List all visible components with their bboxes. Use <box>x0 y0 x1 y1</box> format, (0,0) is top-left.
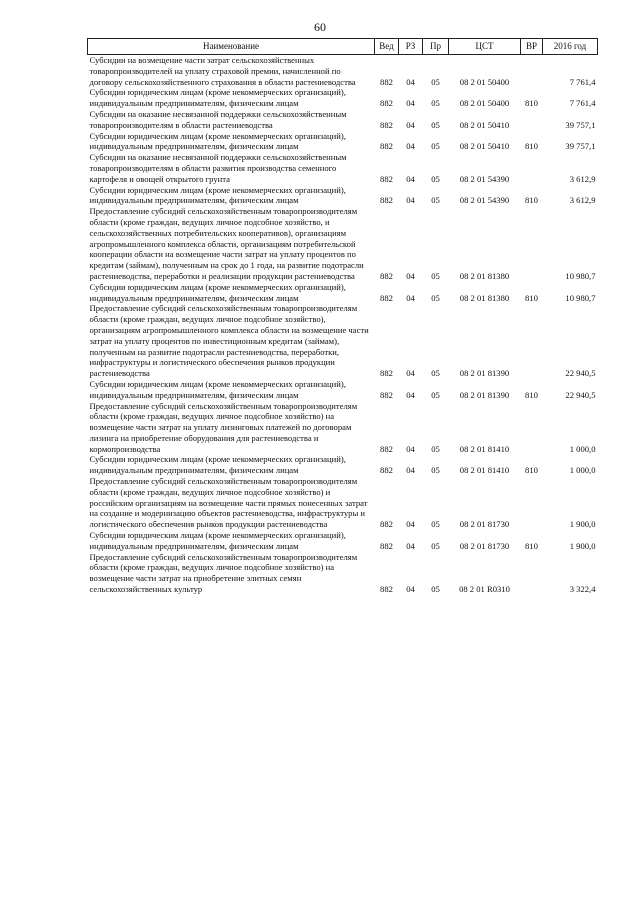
column-header-rz: РЗ <box>399 39 423 55</box>
cell-pr: 05 <box>431 98 440 109</box>
cell-rz: 04 <box>406 195 415 206</box>
cell-vr <box>521 109 543 131</box>
table-row <box>88 55 598 88</box>
cell-name: Субсидии на оказание несвязанной поддержки сельскохозяйственным товаропроизводителям в области растениеводства <box>89 108 347 130</box>
cell-rz: 04 <box>406 292 415 303</box>
cell-ved: 882 <box>380 270 393 281</box>
cell-pr: 05 <box>431 540 440 551</box>
cell-vr <box>521 476 543 530</box>
cell-amount: 3 612,9 <box>569 173 596 184</box>
column-header-year: 2016 год <box>543 39 598 55</box>
table-row <box>88 476 598 530</box>
cell-amount: 10 980,7 <box>565 270 596 281</box>
cell-name: Предоставление субсидий сельскохозяйственным товаропроизводителям области (кроме граждан, ведущих личное подсобное хозяйство, и сельскохозяйственных потребительских кооперативов), организациям агропромышленного комплекса области, организациям потребительской кооперации области на возмещение части затрат на уплату процентов по кредитам (займам), полученным на срок до 1 года, на развитие подотрасли растениеводства, переработки и реализации продукции растениеводства <box>89 206 364 281</box>
cell-amount: 3 612,9 <box>569 195 596 206</box>
cell-cst: 08 2 01 81730 <box>459 540 510 551</box>
table-row <box>88 131 598 153</box>
cell-amount: 39 757,1 <box>565 141 596 152</box>
cell-ved: 882 <box>380 389 393 400</box>
column-header-cst: ЦСТ <box>449 39 521 55</box>
cell-vr: 810 <box>525 540 538 551</box>
cell-name: Субсидии юридическим лицам (кроме некоммерческих организаций), индивидуальным предпринимателям, физическим лицам <box>89 530 346 551</box>
cell-amount: 39 757,1 <box>565 119 596 130</box>
cell-rz: 04 <box>406 270 415 281</box>
cell-rz: 04 <box>406 76 415 87</box>
cell-pr: 05 <box>431 443 440 454</box>
cell-cst: 08 2 01 50410 <box>459 141 510 152</box>
cell-vr: 810 <box>525 292 538 303</box>
cell-amount: 22 940,5 <box>565 368 596 379</box>
table-row <box>88 454 598 476</box>
cell-pr: 05 <box>431 141 440 152</box>
column-header-name: Наименование <box>88 39 375 55</box>
table-row <box>88 552 598 595</box>
cell-cst: 08 2 01 50400 <box>459 98 510 109</box>
cell-pr: 05 <box>431 195 440 206</box>
table-row <box>88 401 598 455</box>
cell-ved: 882 <box>380 443 393 454</box>
cell-cst: 08 2 01 54390 <box>459 173 510 184</box>
cell-pr: 05 <box>431 119 440 130</box>
cell-ved: 882 <box>380 173 393 184</box>
table-header-row <box>88 39 598 55</box>
cell-amount: 3 322,4 <box>569 584 596 595</box>
cell-name: Субсидии на возмещение части затрат сельскохозяйственных товаропроизводителей на уплату страховой премии, начисленной по договору сельскохозяйственного страхования в области растениеводства <box>89 55 356 87</box>
cell-pr: 05 <box>431 173 440 184</box>
cell-rz: 04 <box>406 584 415 595</box>
cell-name: Предоставление субсидий сельскохозяйственным товаропроизводителям области (кроме граждан, ведущих личное подсобное хозяйство) на возмещение части затрат на приобретение элитных семян сельскохозяйственных культур <box>89 551 358 595</box>
cell-vr: 810 <box>525 465 538 476</box>
table-row <box>88 530 598 552</box>
cell-name: Субсидии юридическим лицам (кроме некоммерческих организаций), индивидуальным предпринимателям, физическим лицам <box>89 378 346 400</box>
table-row <box>88 282 598 304</box>
cell-name: Предоставление субсидий сельскохозяйственным товаропроизводителям области (кроме граждан, ведущих личное подсобное хозяйство), организациям агропромышленного комплекса области на возмещение части затрат на уплату процентов по инвестиционным кредитам (займам), полученным на развитие подотрасли растениеводства, переработки, инфраструктуры и логистического обеспечения рынков продукции растениеводства <box>89 303 369 379</box>
cell-amount: 10 980,7 <box>565 292 596 303</box>
cell-amount: 1 000,0 <box>569 465 596 476</box>
cell-cst: 08 2 01 81390 <box>459 368 510 379</box>
cell-amount: 1 900,0 <box>569 540 596 551</box>
cell-vr <box>521 303 543 379</box>
table-row <box>88 152 598 184</box>
page-number: 60 <box>314 20 326 34</box>
cell-ved: 882 <box>380 465 393 476</box>
cell-rz: 04 <box>406 368 415 379</box>
cell-ved: 882 <box>380 76 393 87</box>
cell-cst: 08 2 01 81410 <box>459 465 510 476</box>
cell-cst: 08 2 01 81410 <box>459 443 510 454</box>
cell-rz: 04 <box>406 540 415 551</box>
cell-cst: 08 2 01 81380 <box>459 292 510 303</box>
cell-ved: 882 <box>380 540 393 551</box>
cell-rz: 04 <box>406 98 415 109</box>
cell-pr: 05 <box>431 389 440 400</box>
cell-rz: 04 <box>406 519 415 530</box>
cell-rz: 04 <box>406 119 415 130</box>
cell-ved: 882 <box>380 519 393 530</box>
table-row <box>88 87 598 109</box>
cell-ved: 882 <box>380 584 393 595</box>
cell-name: Предоставление субсидий сельскохозяйственным товаропроизводителям области (кроме граждан, ведущих личное подсобное хозяйство) и российским организациям на возмещение части прямых понесенных затрат на создание и модернизацию объектов растениеводства, инфраструктуры и логистического обеспечения рынков продукции растениеводства <box>89 476 368 530</box>
table-row <box>88 109 598 131</box>
cell-amount: 7 761,4 <box>569 98 596 109</box>
cell-rz: 04 <box>406 465 415 476</box>
cell-name: Субсидии на оказание несвязанной поддержки сельскохозяйственным товаропроизводителям в области развития производства семенного картофеля и овощей открытого грунта <box>89 152 347 184</box>
cell-pr: 05 <box>431 270 440 281</box>
cell-amount: 1 000,0 <box>569 443 596 454</box>
cell-vr: 810 <box>525 98 538 109</box>
cell-cst: 08 2 01 54390 <box>459 195 510 206</box>
cell-amount: 1 900,0 <box>569 519 596 530</box>
cell-ved: 882 <box>380 368 393 379</box>
cell-rz: 04 <box>406 389 415 400</box>
cell-cst: 08 2 01 R0310 <box>459 584 510 595</box>
cell-vr: 810 <box>525 141 538 152</box>
cell-rz: 04 <box>406 443 415 454</box>
cell-name: Субсидии юридическим лицам (кроме некоммерческих организаций), индивидуальным предпринимателям, физическим лицам <box>89 454 346 476</box>
column-header-vr: ВР <box>521 39 543 55</box>
table-row <box>88 185 598 207</box>
cell-rz: 04 <box>406 173 415 184</box>
cell-ved: 882 <box>380 98 393 109</box>
column-header-pr: Пр <box>423 39 449 55</box>
cell-ved: 882 <box>380 141 393 152</box>
cell-cst: 08 2 01 81730 <box>459 519 510 530</box>
cell-name: Субсидии юридическим лицам (кроме некоммерческих организаций), индивидуальным предпринимателям, физическим лицам <box>89 87 346 109</box>
table-row <box>88 206 598 282</box>
cell-amount: 7 761,4 <box>569 76 596 87</box>
cell-ved: 882 <box>380 119 393 130</box>
table-row <box>88 379 598 401</box>
cell-amount: 22 940,5 <box>565 389 596 400</box>
cell-vr <box>521 552 543 595</box>
cell-pr: 05 <box>431 292 440 303</box>
cell-rz: 04 <box>406 141 415 152</box>
budget-table <box>87 38 598 595</box>
table-row <box>88 303 598 379</box>
cell-name: Субсидии юридическим лицам (кроме некоммерческих организаций), индивидуальным предпринимателям, физическим лицам <box>89 184 346 206</box>
cell-cst: 08 2 01 81380 <box>459 270 510 281</box>
cell-ved: 882 <box>380 195 393 206</box>
table-body <box>88 55 598 595</box>
cell-vr <box>521 152 543 184</box>
cell-pr: 05 <box>431 584 440 595</box>
cell-name: Субсидии юридическим лицам (кроме некоммерческих организаций), индивидуальным предпринимателям, физическим лицам <box>89 281 346 303</box>
cell-name: Предоставление субсидий сельскохозяйственным товаропроизводителям области (кроме граждан, ведущих личное подсобное хозяйство) на возмещение части затрат на уплату лизинговых платежей по договорам лизинга на приобретение оборудования для растениеводства и кормопроизводства <box>89 400 358 454</box>
cell-vr: 810 <box>525 389 538 400</box>
cell-ved: 882 <box>380 292 393 303</box>
cell-pr: 05 <box>431 76 440 87</box>
cell-cst: 08 2 01 81390 <box>459 389 510 400</box>
cell-cst: 08 2 01 50400 <box>459 76 510 87</box>
cell-pr: 05 <box>431 519 440 530</box>
cell-vr: 810 <box>525 195 538 206</box>
cell-pr: 05 <box>431 368 440 379</box>
cell-pr: 05 <box>431 465 440 476</box>
column-header-ved: Вед <box>375 39 399 55</box>
cell-vr <box>521 55 543 88</box>
cell-vr <box>521 401 543 455</box>
cell-name: Субсидии юридическим лицам (кроме некоммерческих организаций), индивидуальным предпринимателям, физическим лицам <box>89 130 346 152</box>
cell-vr <box>521 206 543 282</box>
cell-cst: 08 2 01 50410 <box>459 119 510 130</box>
